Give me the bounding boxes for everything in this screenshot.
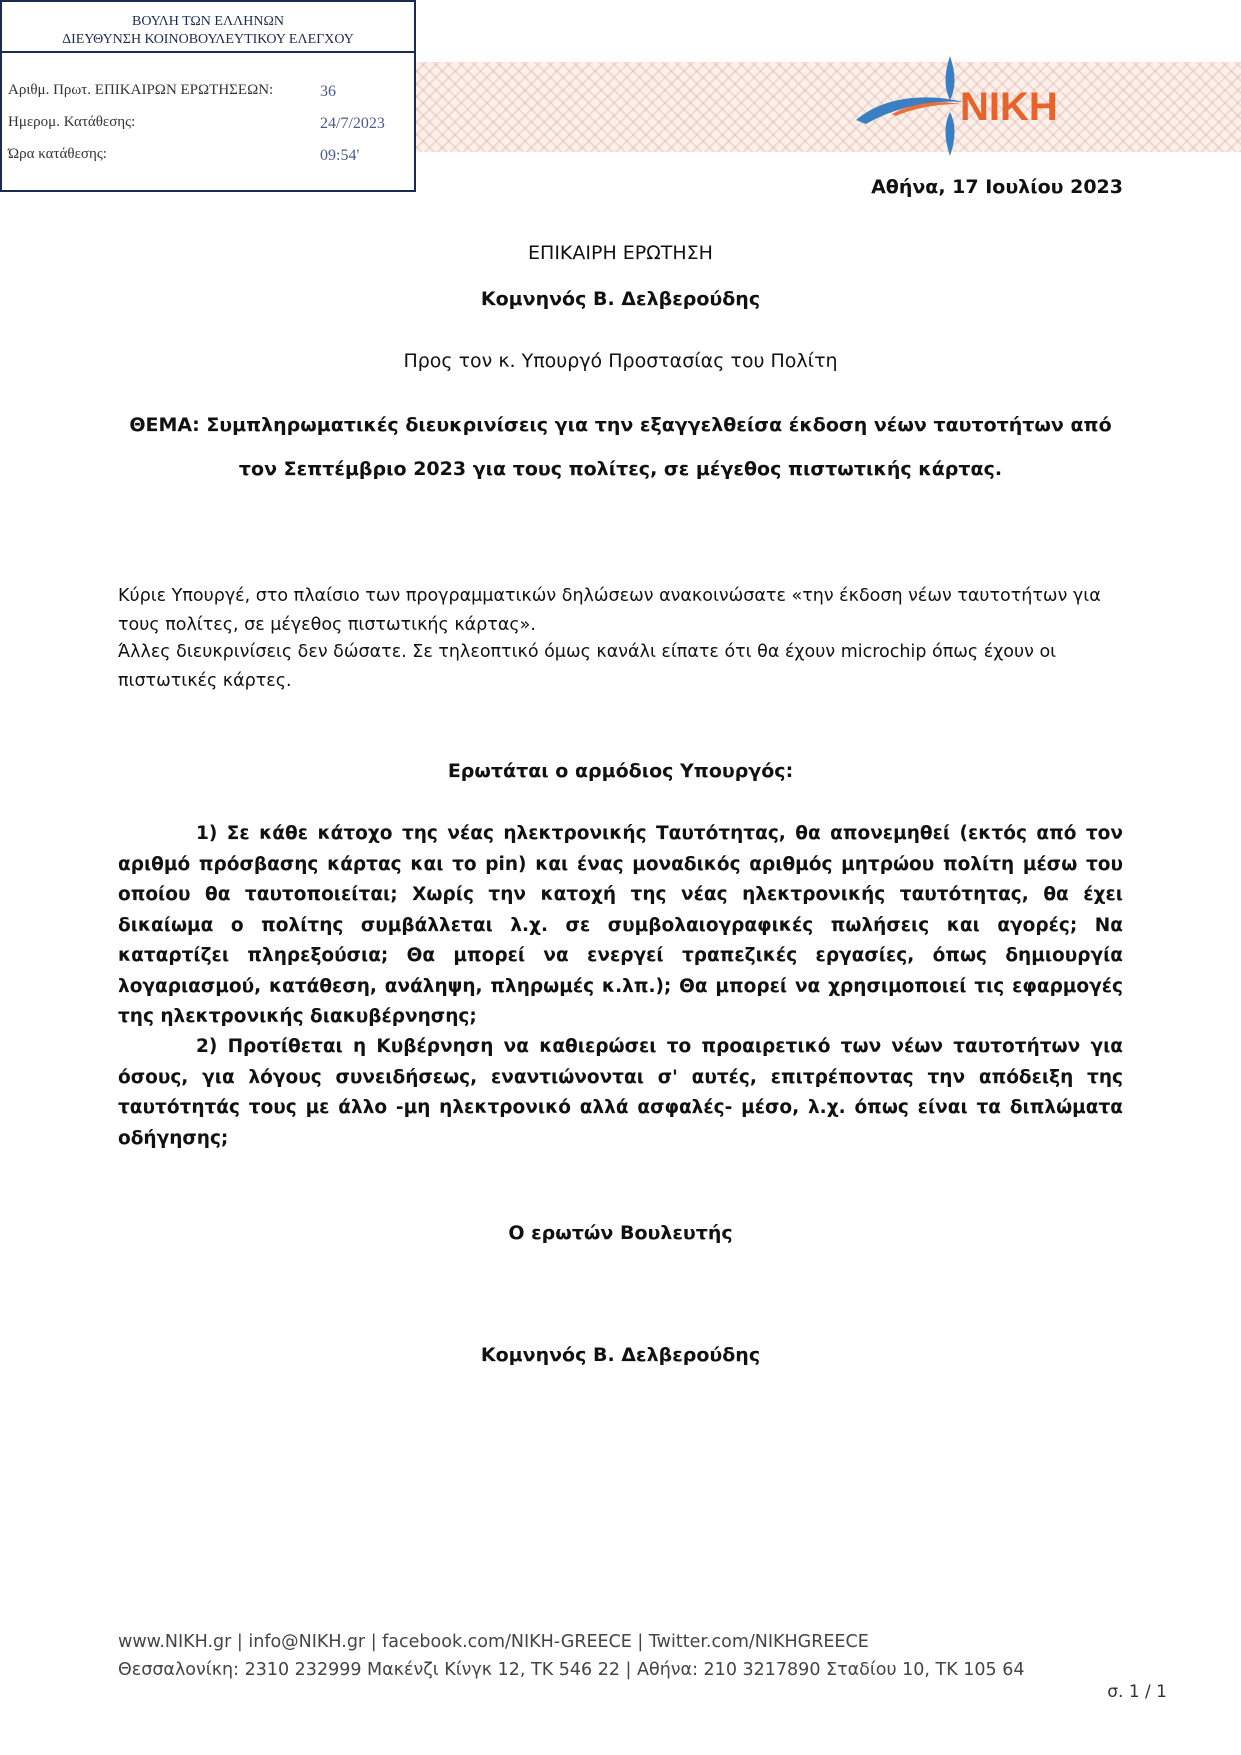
subject-line-2: τον Σεπτέμβριο 2023 για τους πολίτες, σε μέγεθος πιστωτικής κάρτας. (238, 458, 1003, 480)
stamp-date-label: Ημερομ. Κατάθεσης: (8, 114, 136, 130)
stamp-header-line2: ΔΙΕΥΘΥΝΣΗ ΚΟΙΝΟΒΟΥΛΕΥΤΙΚΟΥ ΕΛΕΓΧΟΥ (62, 32, 354, 47)
signature-name: Κομνηνός Β. Δελβερούδης (480, 1344, 761, 1366)
nikh-logo (852, 54, 1084, 158)
stamp-protocol-value: 36 (320, 83, 336, 100)
author-name: Κομνηνός Β. Δελβερούδης (480, 288, 761, 310)
document-type: ΕΠΙΚΑΙΡΗ ΕΡΩΤΗΣΗ (528, 242, 713, 264)
logo-petal-bottom (946, 112, 955, 156)
logo-petal-top (946, 56, 955, 100)
recipient-line: Προς τον κ. Υπουργό Προστασίας του Πολίτη (403, 350, 838, 372)
question-2-text: 2) Προτίθεται η Κυβέρνηση να καθιερώσει το προαιρετικό των νέων ταυτοτήτων για όσους, για λόγους συνειδήσεως, εναντιώνονται σ' αυτές, επιτρέποντας την απόδειξη της ταυτότητάς τους με άλλο -μη ηλεκτρονικό αλλά ασφαλές- μέσο, λ.χ. όπως είναι τα διπλώματα οδήγησης; (118, 1036, 1123, 1149)
body-paragraph-2: Άλλες διευκρινίσεις δεν δώσατε. Σε τηλεοπτικό όμως κανάλι είπατε ότι θα έχουν microchip όπως έχουν οι πιστωτικές κάρτες. (118, 642, 1057, 691)
subject-line-1: ΘΕΜΑ: Συμπληρωματικές διευκρινίσεις για την εξαγγελθείσα έκδοση νέων ταυτοτήτων από (129, 414, 1112, 436)
stamp-header (2, 2, 414, 53)
signature-title: Ο ερωτών Βουλευτής (508, 1222, 733, 1244)
stamp-protocol-label: Αριθμ. Πρωτ. ΕΠΙΚΑΙΡΩΝ ΕΡΩΤΗΣΕΩΝ: (8, 82, 274, 98)
stamp-date-value: 24/7/2023 (320, 115, 385, 132)
question-1-text: 1) Σε κάθε κάτοχο της νέας ηλεκτρονικής Ταυτότητας, θα απονεμηθεί (εκτός από τον αριθμό πρόσβασης κάρτας και το pin) και ένας μοναδικός αριθμός μητρώου πολίτη μέσω του οποίου θα ταυτοποιείται; Χωρίς την κατοχή της νέας ηλεκτρονικής ταυτότητας, θα έχει δικαίωμα ο πολίτης συμβάλλεται λ.χ. σε συμβολαιογραφικές πωλήσεις και αγορές; Να καταρτίζει πληρεξούσια; Θα μπορεί να ενεργεί τραπεζικές εργασίες, όπως δημιουργία λογαριασμού, κατάθεση, ανάληψη, πληρωμές κ.λπ.); Θα μπορεί να χρησιμοποιεί τις εφαρμογές της ηλεκτρονικής διακυβέρνησης; (118, 823, 1123, 1027)
page-number: σ. 1 / 1 (1107, 1682, 1167, 1702)
question-heading: Ερωτάται ο αρμόδιος Υπουργός: (447, 760, 794, 782)
footer-contacts: www.NIKH.gr | info@NIKH.gr | facebook.com/NIKH-GREECE | Twitter.com/NIKHGREECE (118, 1632, 869, 1652)
stamp-time-label: Ώρα κατάθεσης: (8, 146, 107, 162)
footer-addresses: Θεσσαλονίκη: 2310 232999 Μακένζι Κίνγκ 12, ΤΚ 546 22 | Αθήνα: 210 3217890 Σταδίου 10, ΤΚ 105 64 (118, 1660, 1025, 1680)
body-paragraph-1: Κύριε Υπουργέ, στο πλαίσιο των προγραμματικών δηλώσεων ανακοινώσατε «την έκδοση νέων ταυτοτήτων για τους πολίτες, σε μέγεθος πιστωτικής κάρτας». (118, 586, 1101, 635)
logo-wordmark: NIKH (960, 85, 1058, 129)
question-1 (118, 819, 1123, 1033)
stamp-time-value: 09:54' (320, 147, 360, 164)
document-date: Αθήνα, 17 Ιουλίου 2023 (871, 176, 1123, 198)
stamp-header-line1: ΒΟΥΛΗ ΤΩΝ ΕΛΛΗΝΩΝ (132, 14, 284, 29)
page-footer (118, 1628, 1025, 1684)
parliament-filing-stamp (0, 0, 416, 192)
question-2 (118, 1032, 1123, 1154)
